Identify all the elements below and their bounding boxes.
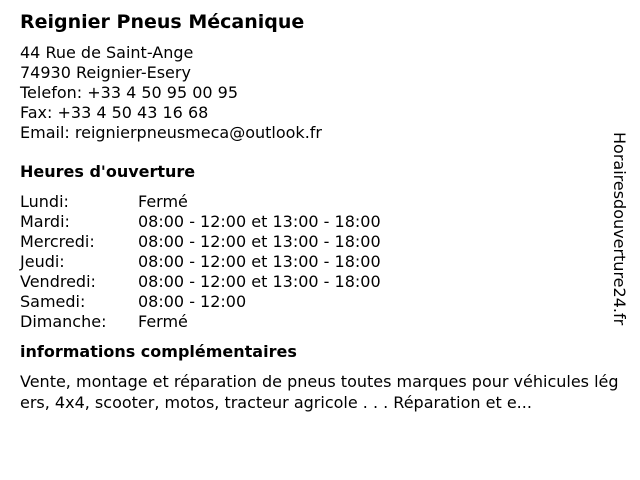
address-street: 44 Rue de Saint-Ange: [20, 43, 194, 62]
business-name: Reignier Pneus Mécanique: [20, 11, 305, 33]
extra-info-text: Vente, montage et réparation de pneus toutes marques pour véhicules légers, 4x4, scooter, motos, tracteur agricole . . . Réparation et e...: [20, 372, 619, 412]
day-hours: 08:00 - 12:00 et 13:00 - 18:00: [138, 252, 381, 271]
brand-watermark-text: Horairesdouverture24.fr: [610, 132, 629, 326]
day-label: Mardi:: [20, 212, 70, 231]
phone-number: Telefon: +33 4 50 95 00 95: [20, 83, 239, 102]
day-hours: Fermé: [138, 192, 188, 211]
hours-row-tuesday: [20, 212, 620, 232]
day-hours: Fermé: [138, 312, 188, 331]
day-label: Samedi:: [20, 292, 86, 311]
business-card: [20, 10, 620, 413]
day-hours: 08:00 - 12:00 et 13:00 - 18:00: [138, 212, 381, 231]
day-label: Mercredi:: [20, 232, 95, 251]
day-label: Dimanche:: [20, 312, 107, 331]
address-city: 74930 Reignier-Esery: [20, 63, 191, 82]
hours-row-saturday: [20, 292, 620, 312]
hours-row-wednesday: [20, 232, 620, 252]
extra-info-title: informations complémentaires: [20, 342, 297, 361]
opening-hours-table: [20, 192, 620, 332]
hours-row-thursday: [20, 252, 620, 272]
day-label: Lundi:: [20, 192, 69, 211]
day-label: Vendredi:: [20, 272, 96, 291]
day-hours: 08:00 - 12:00 et 13:00 - 18:00: [138, 232, 381, 251]
day-label: Jeudi:: [20, 252, 65, 271]
email-address: Email: reignierpneusmeca@outlook.fr: [20, 123, 322, 142]
hours-row-sunday: [20, 312, 620, 332]
fax-number: Fax: +33 4 50 43 16 68: [20, 103, 209, 122]
brand-watermark: [601, 132, 640, 344]
day-hours: 08:00 - 12:00 et 13:00 - 18:00: [138, 272, 381, 291]
day-hours: 08:00 - 12:00: [138, 292, 247, 311]
opening-hours-title: Heures d'ouverture: [20, 162, 196, 181]
hours-row-monday: [20, 192, 620, 212]
hours-row-friday: [20, 272, 620, 292]
